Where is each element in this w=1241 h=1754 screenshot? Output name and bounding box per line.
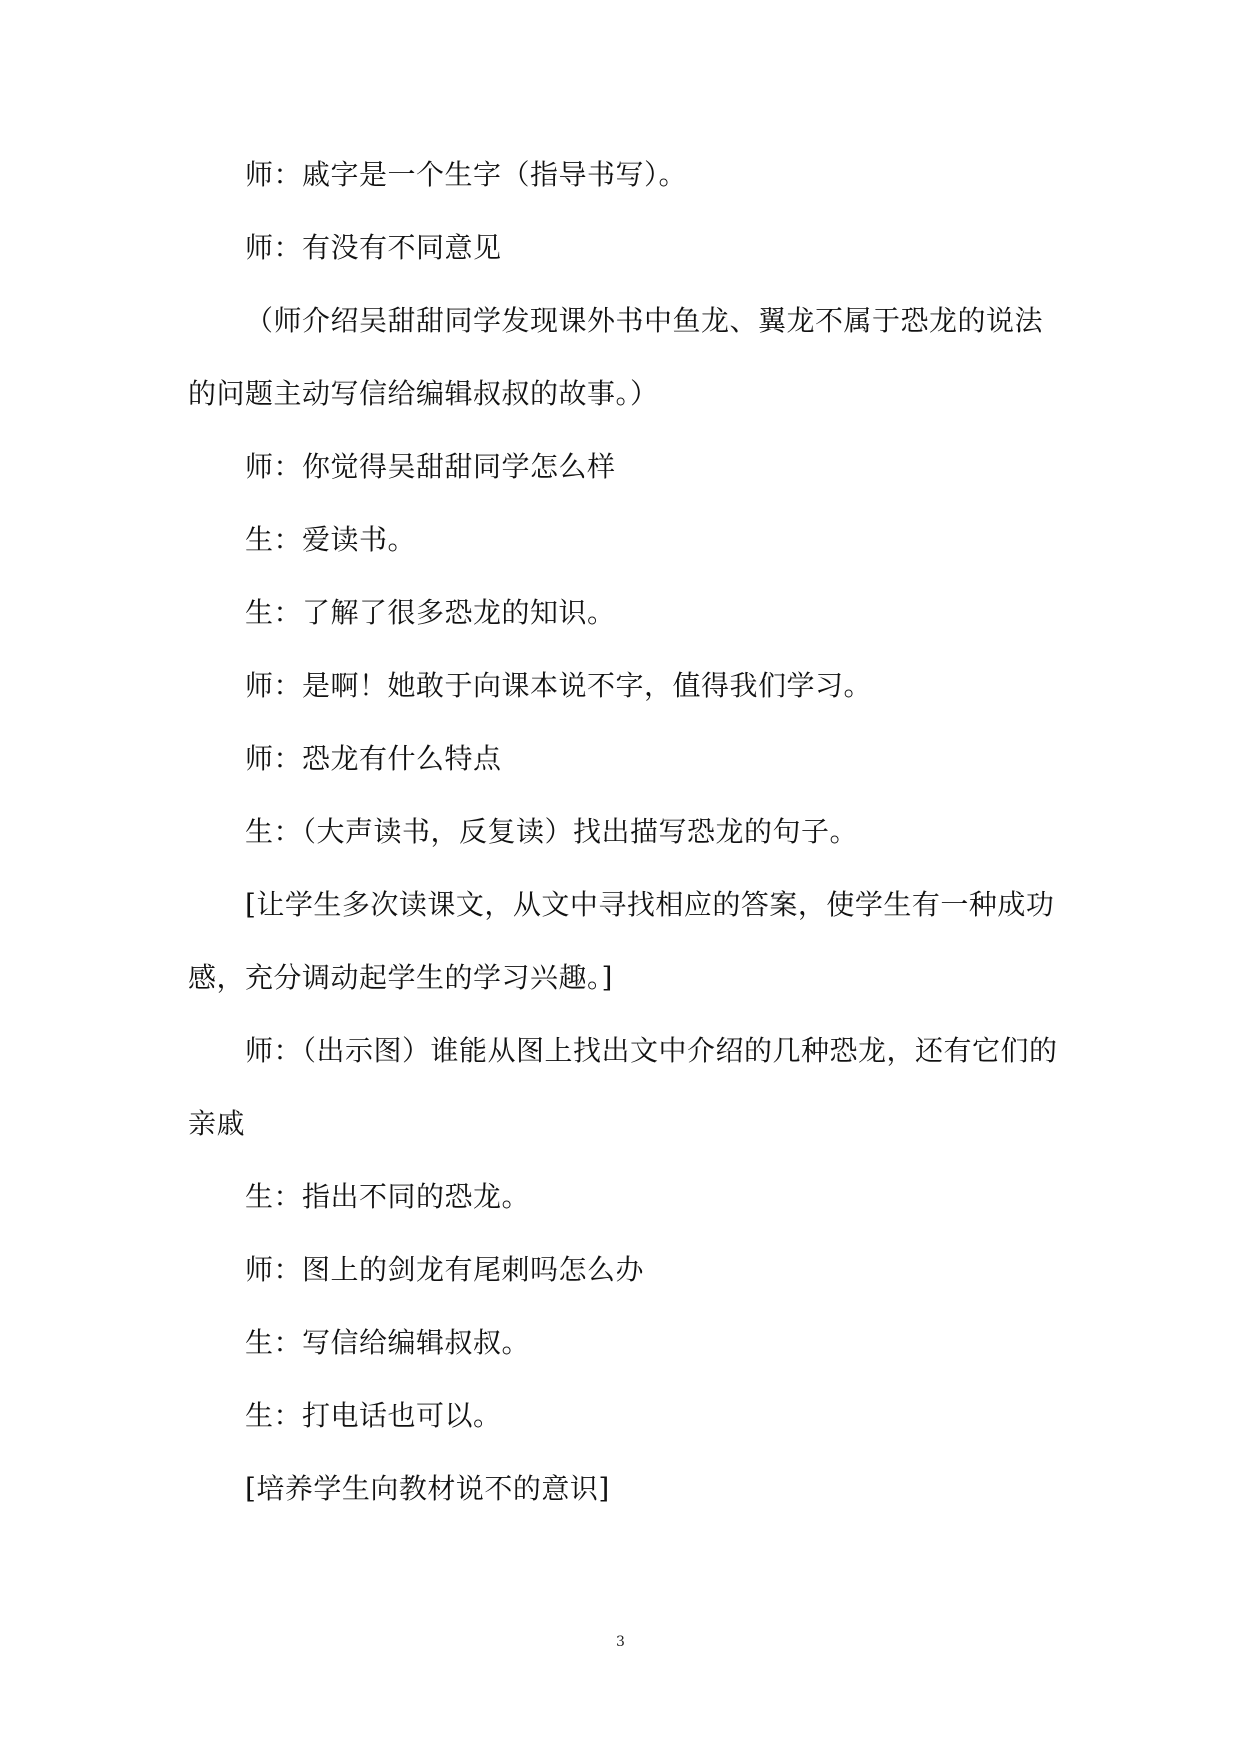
paragraph: 师：（出示图）谁能从图上找出文中介绍的几种恐龙，还有它们的亲戚 — [188, 1034, 1058, 1140]
paragraph: 师：恐龙有什么特点 — [245, 742, 502, 775]
paragraph: （师介绍吴甜甜同学发现课外书中鱼龙、翼龙不属于恐龙的说法的问题主动写信给编辑叔叔的故事。） — [188, 304, 1044, 410]
paragraph: 生：写信给编辑叔叔。 — [245, 1326, 531, 1359]
paragraph: 师：有没有不同意见 — [245, 231, 502, 264]
paragraph: 生：爱读书。 — [245, 523, 417, 556]
paragraph: [培养学生向教材说不的意识] — [245, 1472, 610, 1505]
paragraph: 师：图上的剑龙有尾刺吗怎么办 — [245, 1253, 645, 1286]
page-body — [188, 138, 1058, 1525]
paragraph: [让学生多次读课文，从文中寻找相应的答案，使学生有一种成功感，充分调动起学生的学习兴趣。] — [188, 888, 1055, 994]
paragraph: 生：了解了很多恐龙的知识。 — [245, 596, 616, 629]
page-number: 3 — [616, 1634, 625, 1650]
paragraph: 师：是啊！她敢于向课本说不字，值得我们学习。 — [245, 669, 873, 702]
paragraph: 生：打电话也可以。 — [245, 1399, 502, 1432]
paragraph: 生：指出不同的恐龙。 — [245, 1180, 531, 1213]
paragraph: 师：戚字是一个生字（指导书写）。 — [245, 158, 688, 191]
paragraph: 师：你觉得吴甜甜同学怎么样 — [245, 450, 616, 483]
paragraph: 生：（大声读书，反复读）找出描写恐龙的句子。 — [245, 815, 859, 848]
